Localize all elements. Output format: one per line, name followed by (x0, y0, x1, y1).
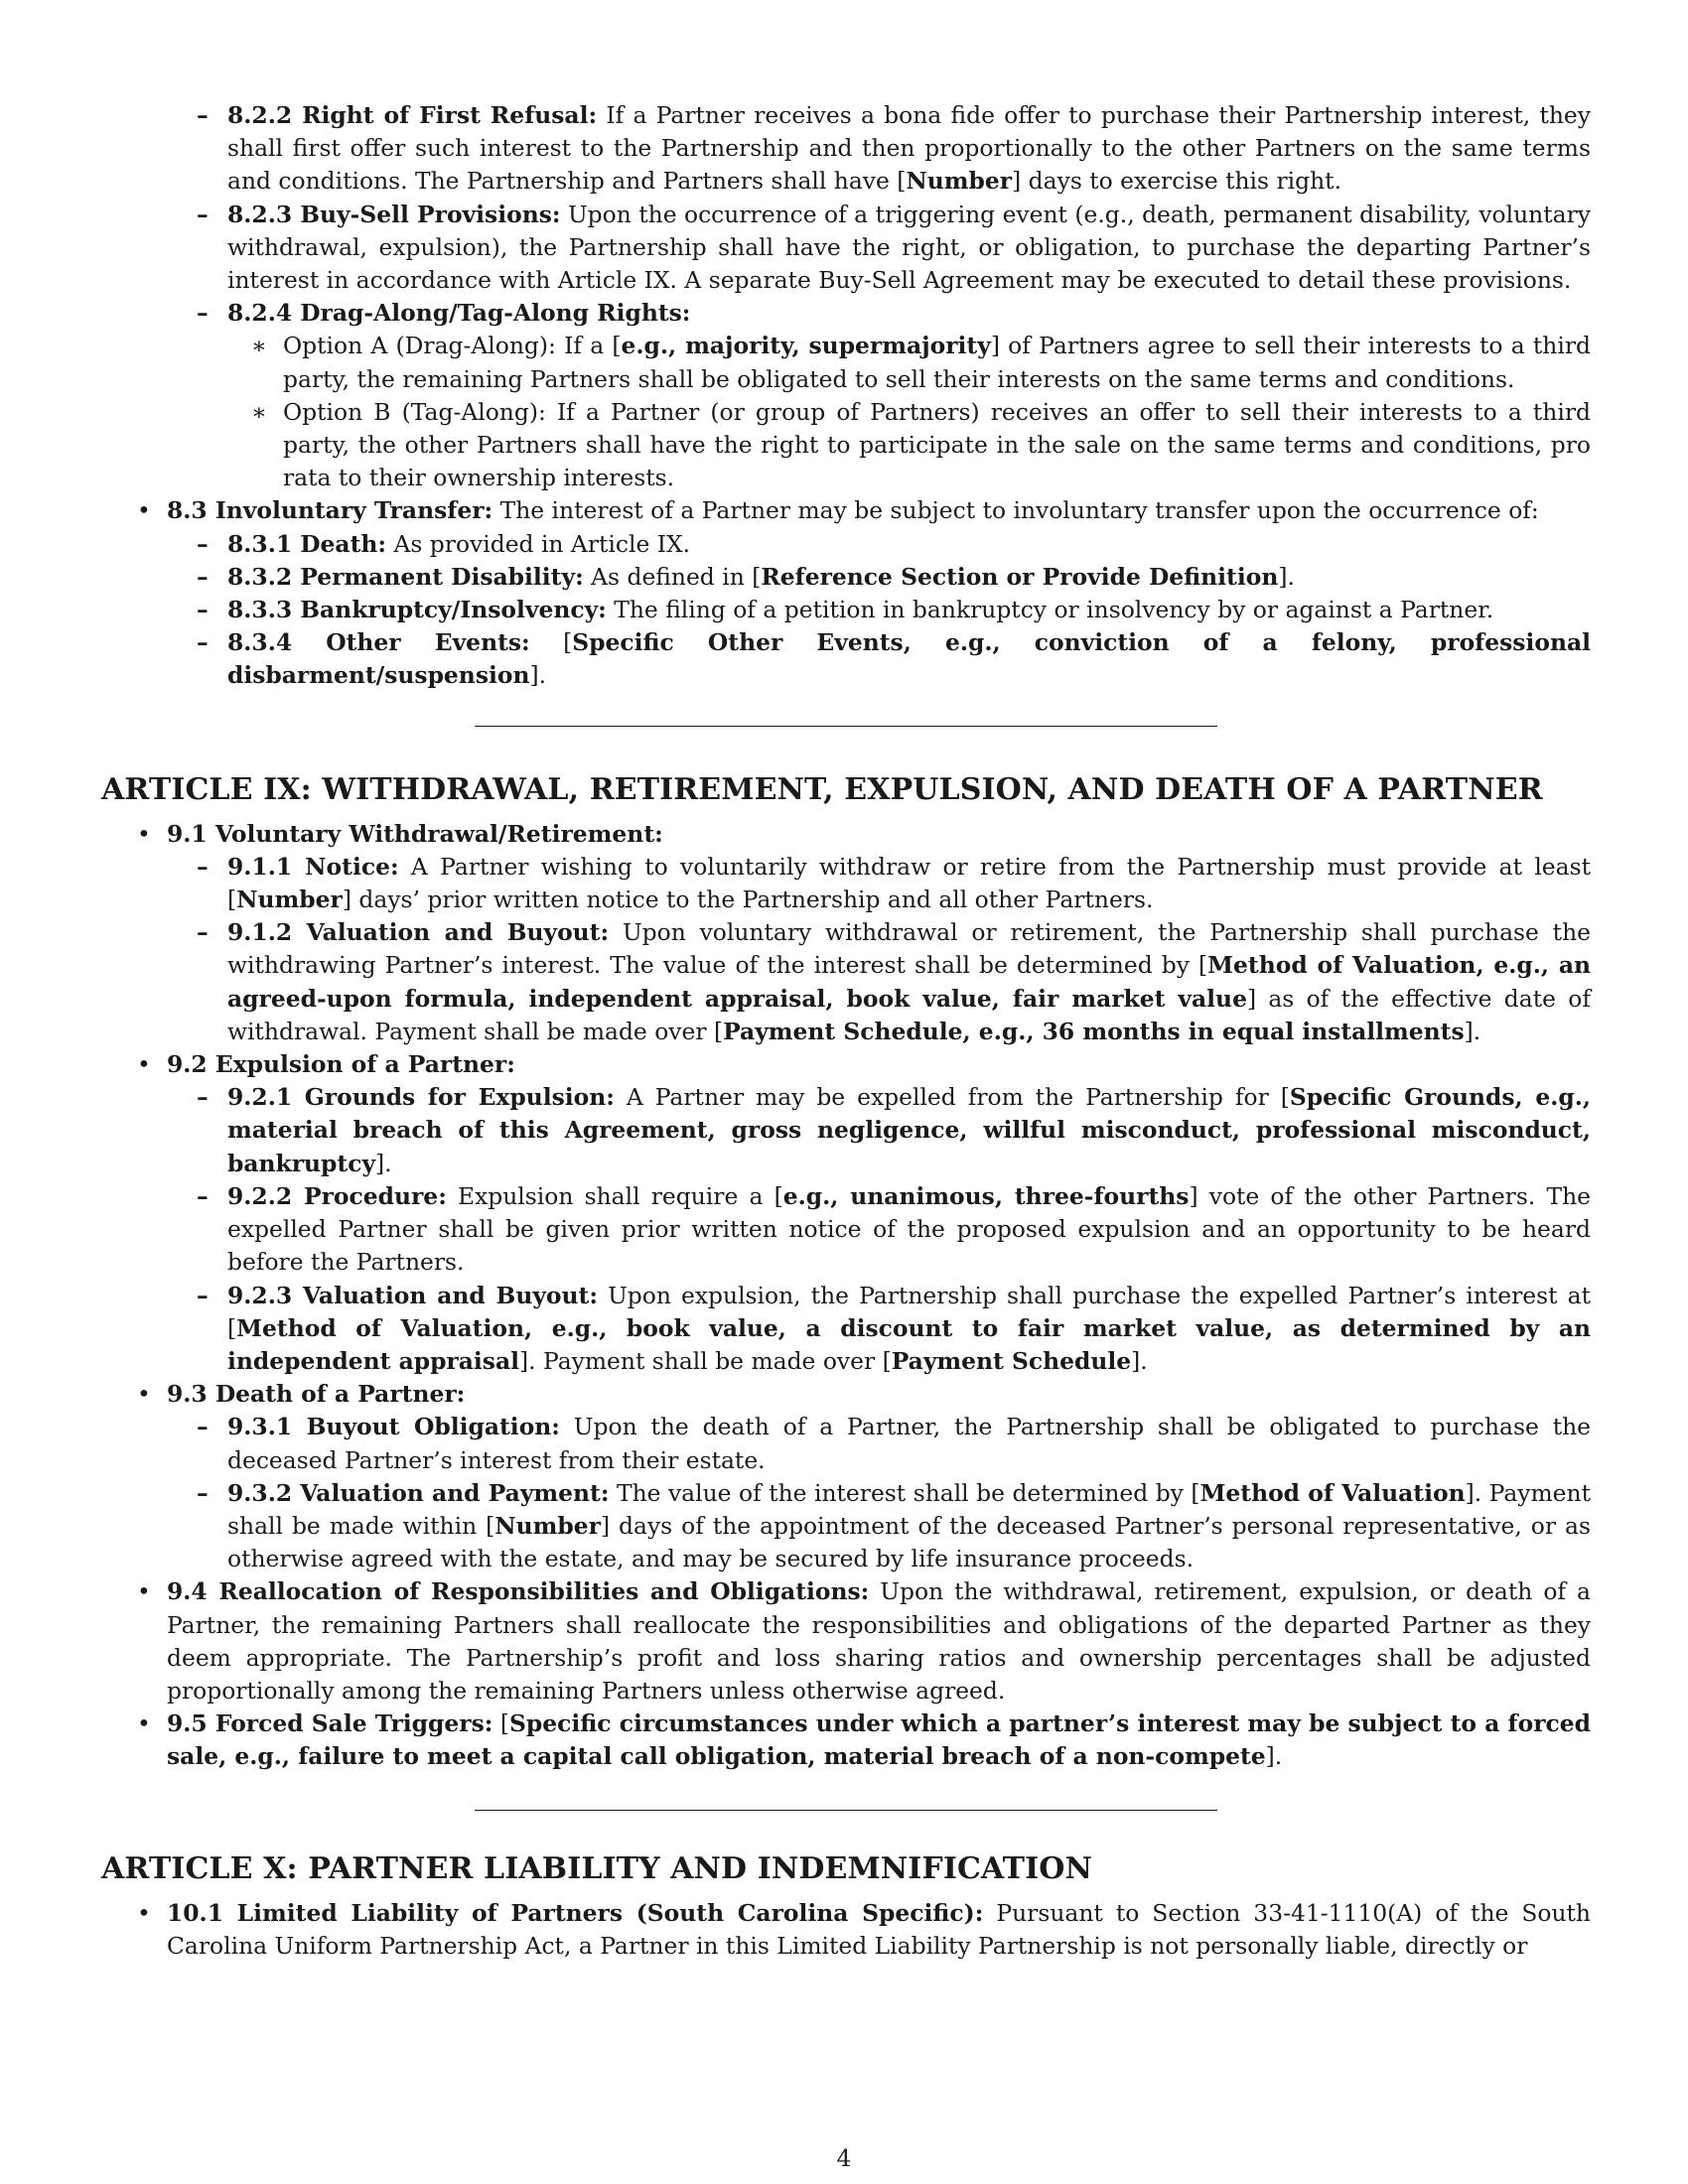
clause-label: 9.3 Death of a Partner: (167, 1380, 466, 1409)
clause-9-1-2: – 9.1.2 Valuation and Buyout: Upon voluntary withdrawal or retirement, the Partnership shall purchase the withdrawing Partner’s interest. The value of the interest shall be determined by [Method of Valuation, e.g., an agreed-upon formula, independent appraisal, book value, fair market value] as of the effective date of withdrawal. Payment shall be made over [Payment Schedule, e.g., 36 months in equal installments]. (101, 916, 1591, 1048)
clause-label: 8.2.3 Buy-Sell Provisions: (227, 200, 561, 228)
clause-8-2-3: – 8.2.3 Buy-Sell Provisions: Upon the occurrence of a triggering event (e.g., death, permanent disability, voluntary withdrawal, expulsion), the Partnership shall have the right, or obligation, to purchase the departing Partner’s interest in accordance with Article IX. A separate Buy-Sell Agreement may be executed to detail these provisions. (101, 199, 1591, 298)
clause-8-3-4: – 8.3.4 Other Events: [Specific Other Events, e.g., conviction of a felony, professional disbarment/suspension]. (101, 626, 1591, 692)
clause-label: 8.2.4 Drag-Along/Tag-Along Rights: (227, 299, 691, 328)
clause-8-2-4-option-a: ∗ Option A (Drag-Along): If a [e.g., majority, supermajority] of Partners agree to sell their interests to a third party, the remaining Partners shall be obligated to sell their interests on the same terms and conditions. (101, 330, 1591, 395)
clause-label: 9.3.1 Buyout Obligation: (227, 1413, 560, 1441)
clause-9-3-2: – 9.3.2 Valuation and Payment: The value of the interest shall be determined by [Method of Valuation]. Payment shall be made within [Number] days of the appointment of the deceased Partner’s personal representative, or as otherwise agreed with the estate, and may be secured by life insurance proceeds. (101, 1477, 1591, 1576)
clause-9-1-1: – 9.1.1 Notice: A Partner wishing to voluntarily withdraw or retire from the Partnership must provide at least [Number] days’ prior written notice to the Partnership and all other Partners. (101, 851, 1591, 916)
clause-label: 8.3.2 Permanent Disability: (227, 562, 584, 591)
clause-9-3 (101, 1378, 1591, 1411)
placeholder: Method of Valuation, e.g., an agreed-upon formula, independent appraisal, book value, fair market value (227, 951, 1591, 1013)
clause-9-2-1: – 9.2.1 Grounds for Expulsion: A Partner may be expelled from the Partnership for [Specific Grounds, e.g., material breach of this Agreement, gross negligence, willful misconduct, professional misconduct, bankruptcy]. (101, 1081, 1591, 1180)
clause-label: 9.2.2 Procedure: (227, 1181, 447, 1210)
clause-label: 8.3.3 Bankruptcy/Insolvency: (227, 596, 607, 624)
clause-label: 10.1 Limited Liability of Partners (South Carolina Specific): (167, 1898, 984, 1927)
clause-9-3-1: – 9.3.1 Buyout Obligation: Upon the death of a Partner, the Partnership shall be obligated to purchase the deceased Partner’s interest from their estate. (101, 1411, 1591, 1476)
placeholder: Specific Other Events, e.g., conviction of a felony, professional disbarment/suspension (227, 628, 1591, 690)
placeholder: Number (236, 886, 343, 914)
clause-9-1 (101, 818, 1591, 851)
clause-label: 9.1.2 Valuation and Buyout: (227, 918, 610, 947)
clause-10-1: • 10.1 Limited Liability of Partners (South Carolina Specific): Pursuant to Section 33-41-1110(A) of the South Carolina Uniform Partnership Act, a Partner in this Limited Liability Partnership is not personally liable, directly or (101, 1897, 1591, 1963)
clause-label: 9.5 Forced Sale Triggers: (167, 1709, 493, 1738)
clause-label: 9.2.1 Grounds for Expulsion: (227, 1083, 615, 1112)
placeholder: Specific Grounds, e.g., material breach of this Agreement, gross negligence, willful misconduct, professional misconduct, bankruptcy (227, 1083, 1592, 1177)
clause-label: 8.3.1 Death: (227, 529, 387, 558)
placeholder: Reference Section or Provide Definition (761, 562, 1279, 591)
article-ix-heading: ARTICLE IX: WITHDRAWAL, RETIREMENT, EXPULSION, AND DEATH OF A PARTNER (101, 771, 1543, 807)
placeholder: Payment Schedule (891, 1346, 1132, 1375)
clause-label: 9.1 Voluntary Withdrawal/Retirement: (167, 819, 663, 848)
clause-9-2 (101, 1048, 1591, 1081)
placeholder: Method of Valuation, e.g., book value, a discount to fair market value, as determined by an independent appraisal (227, 1313, 1591, 1375)
clause-8-2-2: – 8.2.2 Right of First Refusal: If a Partner receives a bona fide offer to purchase their Partnership interest, they shall first offer such interest to the Partnership and then proportionally to the other Partners on the same terms and conditions. The Partnership and Partners shall have [Number] days to exercise this right. (101, 99, 1591, 199)
section-divider (475, 726, 1217, 727)
clause-label: 8.3.4 Other Events: (227, 628, 530, 657)
placeholder: Number (906, 167, 1013, 196)
article-x-heading: ARTICLE X: PARTNER LIABILITY AND INDEMNIFICATION (101, 1850, 1092, 1886)
clause-8-2-4-option-b: ∗ Option B (Tag-Along): If a Partner (or group of Partners) receives an offer to sell their interests to a third party, the other Partners shall have the right to participate in the sale on the same terms and conditions, pro rata to their ownership interests. (101, 396, 1591, 495)
page-number: 4 (836, 2144, 852, 2172)
placeholder: Method of Valuation (1199, 1478, 1466, 1507)
clause-9-2-3: – 9.2.3 Valuation and Buyout: Upon expulsion, the Partnership shall purchase the expelled Partner’s interest at [Method of Valuation, e.g., book value, a discount to fair market value, as determined by an independent appraisal]. Payment shall be made over [Payment Schedule]. (101, 1280, 1591, 1379)
placeholder: e.g., majority, supermajority (621, 332, 991, 360)
clause-9-5: • 9.5 Forced Sale Triggers: [Specific circumstances under which a partner’s interest may be subject to a forced sale, e.g., failure to meet a capital call obligation, material breach of a non-compete]. (101, 1707, 1591, 1773)
placeholder: e.g., unanimous, three-fourths (782, 1181, 1190, 1210)
clause-8-2-4 (101, 297, 1591, 330)
clause-8-3-3: – 8.3.3 Bankruptcy/Insolvency: The filing of a petition in bankruptcy or insolvency by or against a Partner. (101, 594, 1591, 626)
document-page (101, 99, 1591, 1963)
clause-label: 9.4 Reallocation of Responsibilities and Obligations: (167, 1577, 870, 1606)
clause-label: 8.3 Involuntary Transfer: (167, 496, 493, 525)
placeholder: Payment Schedule, e.g., 36 months in equal installments (723, 1017, 1465, 1045)
clause-label: 9.2.3 Valuation and Buyout: (227, 1281, 598, 1309)
clause-9-4: • 9.4 Reallocation of Responsibilities and Obligations: Upon the withdrawal, retirement, expulsion, or death of a Partner, the remaining Partners shall reallocate the responsibilities and obligations of the departed Partner as they deem appropriate. The Partnership’s profit and loss sharing ratios and ownership percentages shall be adjusted proportionally among the remaining Partners unless otherwise agreed. (101, 1575, 1591, 1707)
clause-label: 8.2.2 Right of First Refusal: (227, 101, 598, 129)
clause-9-2-2: – 9.2.2 Procedure: Expulsion shall require a [e.g., unanimous, three-fourths] vote of the other Partners. The expelled Partner shall be given prior written notice of the proposed expulsion and an opportunity to be heard before the Partners. (101, 1180, 1591, 1280)
clause-label: 9.2 Expulsion of a Partner: (167, 1050, 515, 1079)
placeholder: Specific circumstances under which a partner’s interest may be subject to a forced sale, e.g., failure to meet a capital call obligation, material breach of a non-compete (167, 1709, 1591, 1771)
clause-8-3-2: – 8.3.2 Permanent Disability: As defined in [Reference Section or Provide Definition]. (101, 561, 1591, 594)
section-divider (475, 1810, 1217, 1811)
clause-label: 9.1.1 Notice: (227, 852, 399, 881)
placeholder: Number (494, 1511, 601, 1540)
clause-8-3-1: – 8.3.1 Death: As provided in Article IX. (101, 528, 1591, 561)
clause-label: 9.3.2 Valuation and Payment: (227, 1478, 610, 1507)
clause-8-3: • 8.3 Involuntary Transfer: The interest of a Partner may be subject to involuntary transfer upon the occurrence of: (101, 494, 1591, 527)
